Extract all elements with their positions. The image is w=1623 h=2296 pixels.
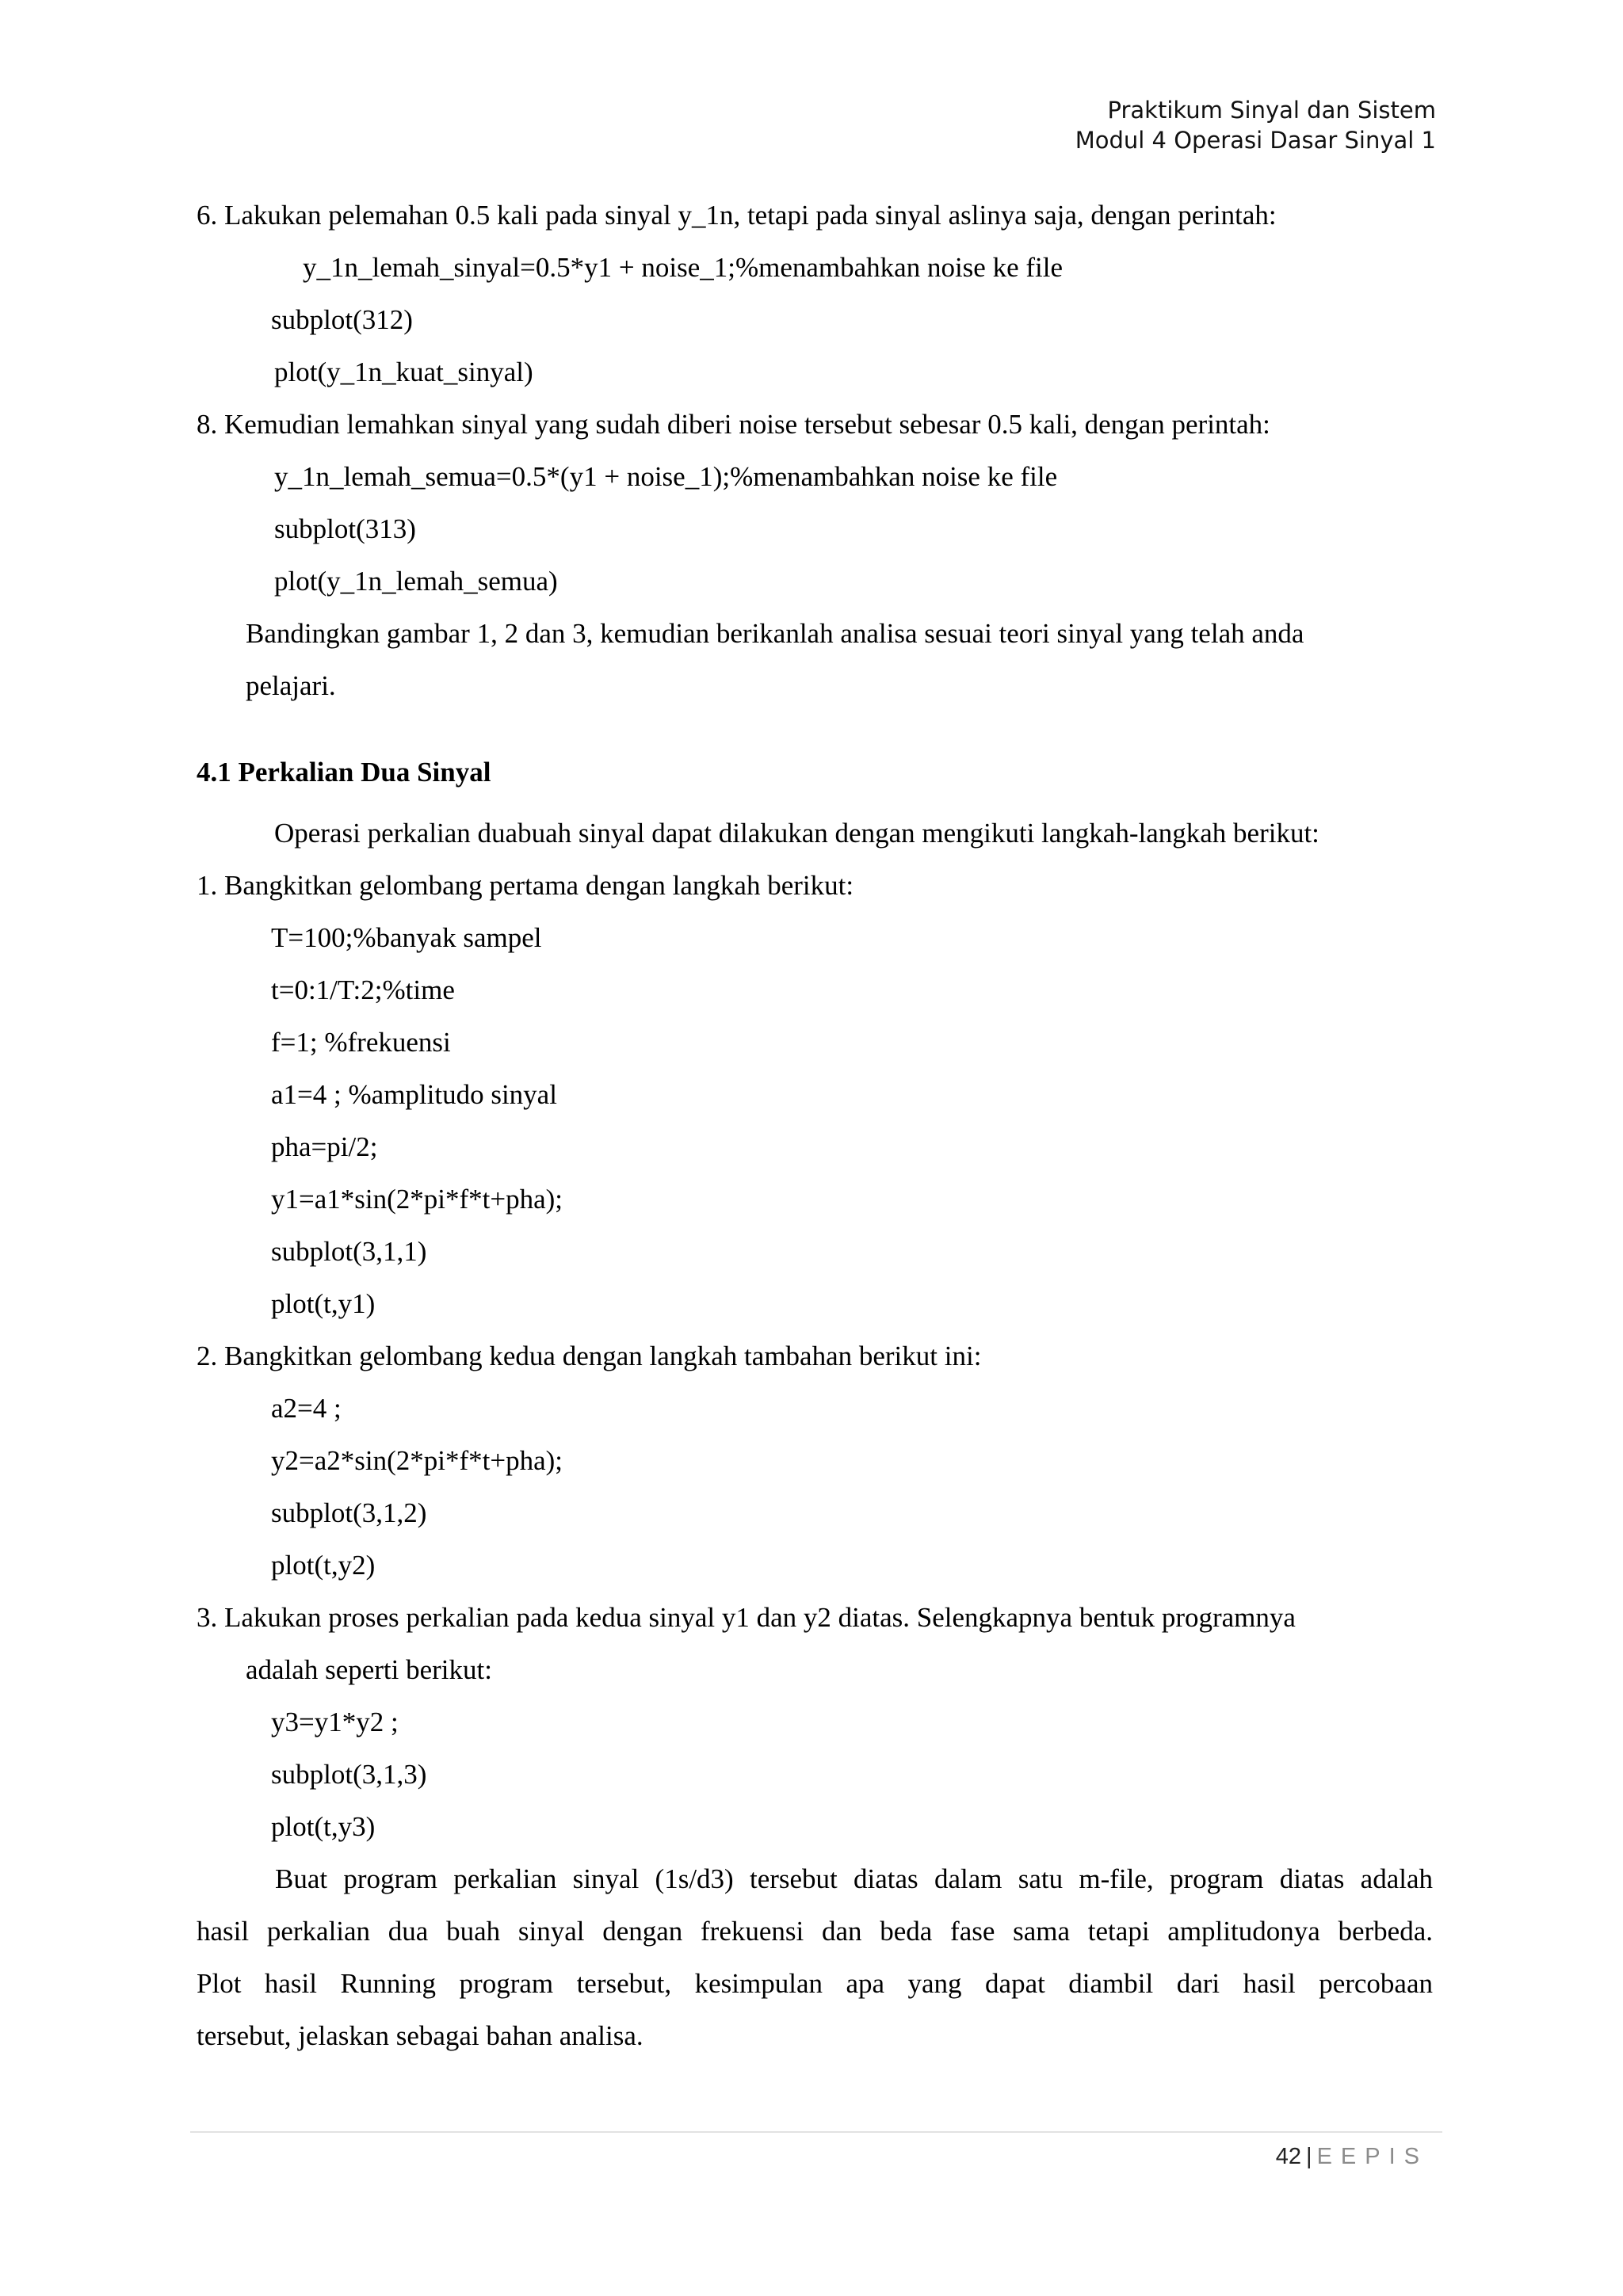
section-heading: 4.1 Perkalian Dua Sinyal (197, 757, 491, 788)
step-2-instruction: 2. Bangkitkan gelombang kedua dengan langkah tambahan berikut ini: (197, 1341, 982, 1371)
step-6-instruction: 6. Lakukan pelemahan 0.5 kali pada sinyal y_1n, tetapi pada sinyal aslinya saja, dengan perintah: (197, 200, 1277, 231)
code-line: plot(t,y1) (271, 1288, 376, 1319)
step-3-instruction-cont: adalah seperti berikut: (246, 1654, 492, 1685)
code-line: a1=4 ; %amplitudo sinyal (271, 1079, 557, 1110)
code-line: subplot(3,1,1) (271, 1236, 427, 1267)
footer-divider (190, 2131, 1442, 2133)
closing-line: Buat program perkalian sinyal (1s/d3) tersebut diatas dalam satu m-file, program diatas adalah (275, 1863, 1433, 1894)
code-line: y1=a1*sin(2*pi*f*t+pha); (271, 1184, 563, 1215)
header-course-title: Praktikum Sinyal dan Sistem (1107, 97, 1436, 124)
section-intro: Operasi perkalian duabuah sinyal dapat dilakukan dengan mengikuti langkah-langkah berikut: (274, 818, 1319, 849)
footer-org: EEPIS (1316, 2144, 1428, 2169)
code-line: subplot(312) (271, 304, 413, 335)
compare-instruction-cont: pelajari. (246, 670, 336, 701)
step-3-instruction: 3. Lakukan proses perkalian pada kedua sinyal y1 dan y2 diatas. Selengkapnya bentuk programnya (197, 1602, 1296, 1633)
code-line: subplot(313) (274, 513, 416, 544)
footer-separator: | (1306, 2144, 1312, 2169)
code-line: t=0:1/T:2;%time (271, 974, 455, 1005)
code-line: y2=a2*sin(2*pi*f*t+pha); (271, 1445, 563, 1476)
code-line: a2=4 ; (271, 1393, 342, 1424)
code-line: y3=y1*y2 ; (271, 1707, 399, 1737)
page-footer (1276, 2142, 1428, 2172)
compare-instruction: Bandingkan gambar 1, 2 dan 3, kemudian berikanlah analisa sesuai teori sinyal yang telah anda (246, 618, 1304, 649)
code-line: pha=pi/2; (271, 1131, 378, 1162)
code-line: T=100;%banyak sampel (271, 922, 542, 953)
closing-line: hasil perkalian dua buah sinyal dengan frekuensi dan beda fase sama tetapi amplitudonya berbeda. (197, 1916, 1433, 1947)
code-line: y_1n_lemah_sinyal=0.5*y1 + noise_1;%menambahkan noise ke file (303, 252, 1063, 283)
code-line: plot(t,y2) (271, 1550, 376, 1581)
code-line: plot(y_1n_kuat_sinyal) (274, 357, 533, 387)
header-module-title: Modul 4 Operasi Dasar Sinyal 1 (1075, 127, 1436, 154)
closing-line: tersebut, jelaskan sebagai bahan analisa. (197, 2020, 643, 2051)
step-8-instruction: 8. Kemudian lemahkan sinyal yang sudah diberi noise tersebut sebesar 0.5 kali, dengan perintah: (197, 409, 1270, 440)
code-line: plot(y_1n_lemah_semua) (274, 566, 558, 597)
code-line: subplot(3,1,2) (271, 1497, 427, 1528)
code-line: plot(t,y3) (271, 1811, 376, 1842)
step-1-instruction: 1. Bangkitkan gelombang pertama dengan langkah berikut: (197, 870, 854, 901)
code-line: subplot(3,1,3) (271, 1759, 427, 1790)
page-header (1075, 95, 1436, 155)
code-line: f=1; %frekuensi (271, 1027, 451, 1058)
page-number: 42 (1275, 2144, 1302, 2169)
closing-line: Plot hasil Running program tersebut, kesimpulan apa yang dapat diambil dari hasil percobaan (197, 1968, 1433, 1999)
closing-paragraph (197, 1853, 1433, 2062)
code-line: y_1n_lemah_semua=0.5*(y1 + noise_1);%menambahkan noise ke file (274, 461, 1058, 492)
